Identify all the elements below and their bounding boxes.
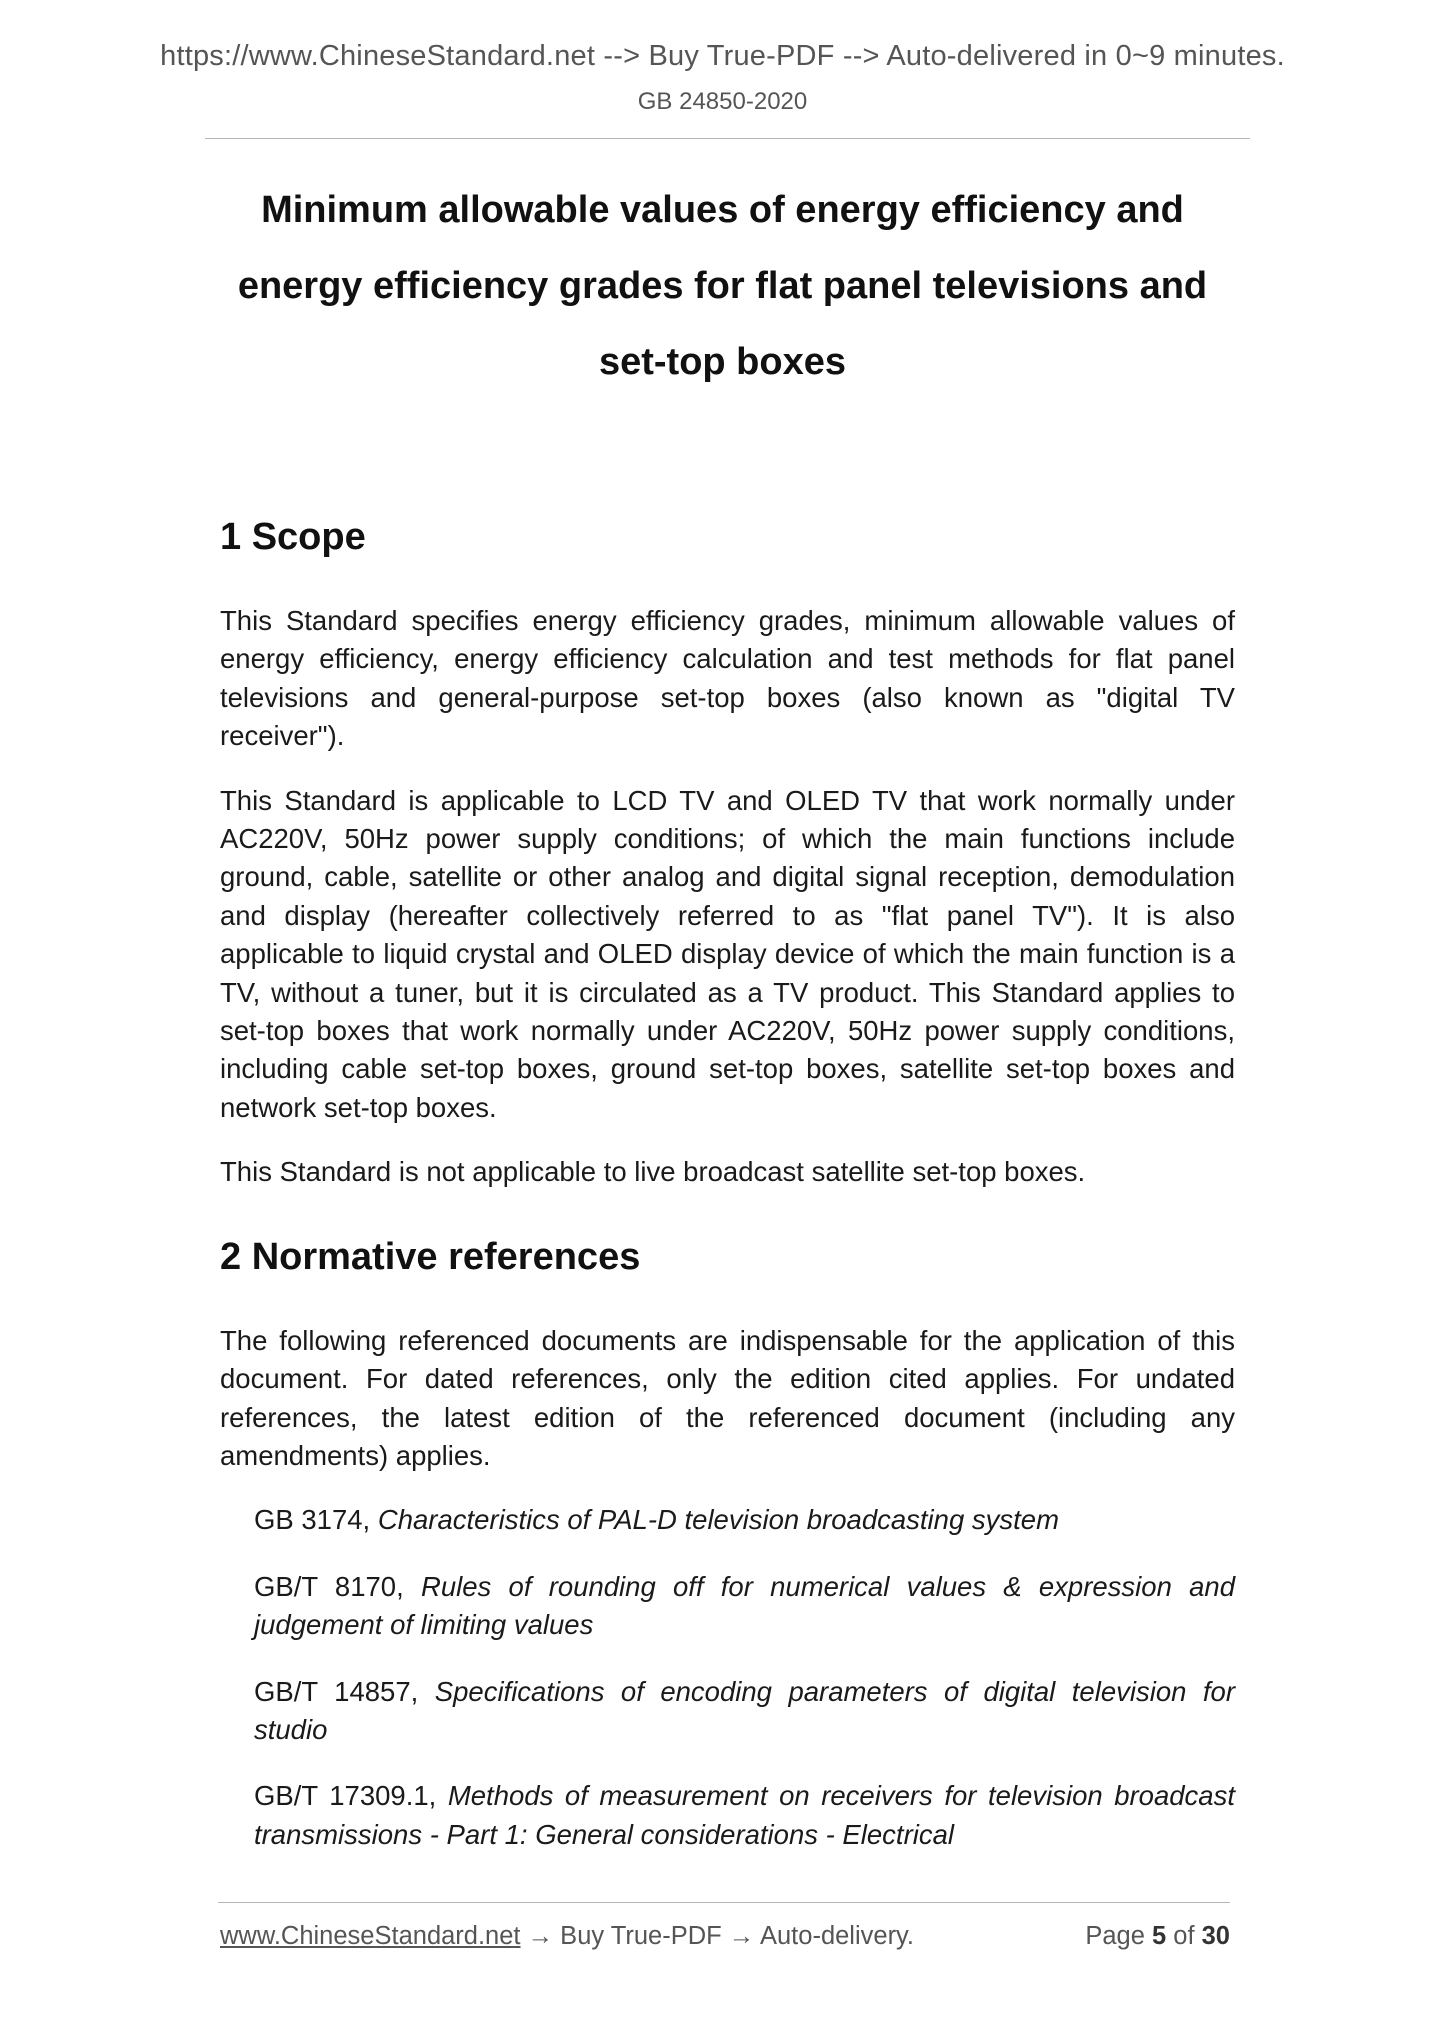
header-url-line: https://www.ChineseStandard.net --> Buy True-PDF --> Auto-delivered in 0~9 minutes. bbox=[160, 40, 1285, 72]
reference-code: GB 3174, bbox=[254, 1504, 378, 1536]
page-indicator bbox=[1085, 1922, 1230, 1951]
footer-delivery-text: → Buy True-PDF → Auto-delivery. bbox=[520, 1922, 914, 1950]
scope-paragraph: This Standard is not applicable to live broadcast satellite set-top boxes. bbox=[220, 1156, 1086, 1188]
page-total: 30 bbox=[1201, 1922, 1230, 1950]
document-body bbox=[220, 512, 1235, 1882]
reference-code: GB/T 14857, bbox=[254, 1675, 435, 1707]
header-divider bbox=[205, 138, 1250, 139]
of-label: of bbox=[1166, 1922, 1202, 1950]
page-label: Page bbox=[1085, 1922, 1152, 1950]
section-2-heading: 2 Normative references bbox=[220, 1235, 641, 1278]
references-intro: The following referenced documents are indispensable for the application of this document. For dated references, only the edition cited applies. For undated references, the latest edition of the referenced document (including any amendments) applies. bbox=[220, 1324, 1235, 1471]
reference-item bbox=[254, 1673, 1235, 1750]
reference-title: Characteristics of PAL-D television broadcasting system bbox=[377, 1504, 1059, 1536]
reference-item bbox=[254, 1568, 1235, 1645]
page-number: 5 bbox=[1152, 1922, 1167, 1950]
scope-paragraph: This Standard is applicable to LCD TV and OLED TV that work normally under AC220V, 50Hz power supply conditions; of which the main functions include ground, cable, satellite or other analog and digital signal reception, demodulation and display (hereafter collectively referred to as "flat panel TV"). It is also applicable to liquid crystal and OLED display device of which the main function is a TV, without a tuner, but it is circulated as a TV product. This Standard applies to set-top boxes that work normally under AC220V, 50Hz power supply conditions, including cable set-top boxes, ground set-top boxes, satellite set-top boxes and network set-top boxes. bbox=[220, 784, 1235, 1123]
footer-left bbox=[220, 1922, 914, 1951]
reference-title: Rules of rounding off for numerical values & expression and judgement of limiting values bbox=[254, 1570, 1236, 1641]
footer-site-link[interactable]: www.ChineseStandard.net bbox=[220, 1922, 521, 1950]
reference-item bbox=[254, 1501, 1235, 1539]
title-line-3: set-top boxes bbox=[598, 341, 847, 383]
scope-paragraph: This Standard specifies energy efficiency grades, minimum allowable values of energy efficiency, energy efficiency calculation and test methods for flat panel televisions and general-purpose set-top boxes (also known as "digital TV receiver"). bbox=[220, 605, 1235, 752]
reference-title: Specifications of encoding parameters of digital television for studio bbox=[254, 1675, 1235, 1745]
title-line-2: energy efficiency grades for flat panel televisions and bbox=[237, 265, 1208, 307]
reference-title: Methods of measurement on receivers for television broadcast transmissions - Part 1: General considerations - Electrical bbox=[254, 1780, 1235, 1850]
title-line-1: Minimum allowable values of energy efficiency and bbox=[261, 189, 1184, 231]
reference-code: GB/T 8170, bbox=[254, 1570, 421, 1602]
footer-divider bbox=[218, 1902, 1230, 1903]
section-1-heading: 1 Scope bbox=[220, 516, 366, 558]
document-title bbox=[200, 172, 1245, 400]
standard-code: GB 24850-2020 bbox=[637, 88, 808, 115]
reference-item bbox=[254, 1777, 1235, 1854]
reference-code: GB/T 17309.1, bbox=[254, 1780, 448, 1812]
